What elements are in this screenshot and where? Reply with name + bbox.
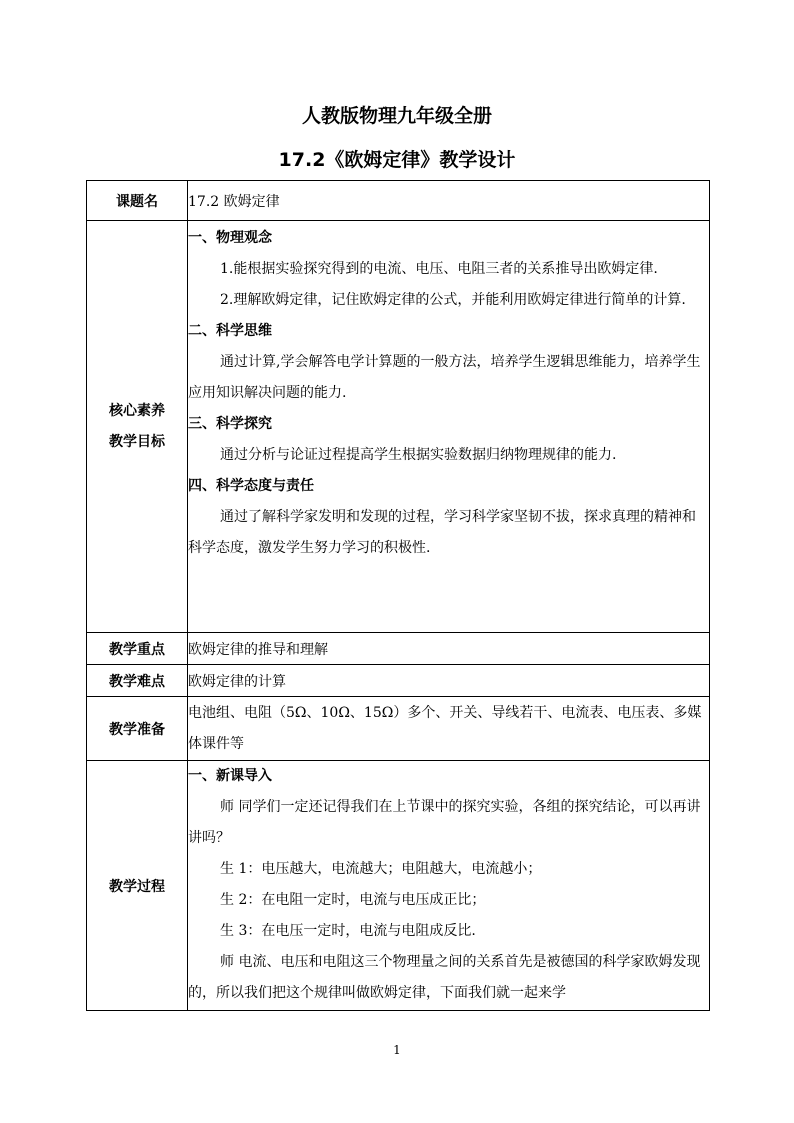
lesson-title: 17.2《欧姆定律》教学设计 xyxy=(278,149,516,171)
difficulty-label: 教学难点 xyxy=(87,665,188,697)
topic-value: 17.2 欧姆定律 xyxy=(188,181,710,221)
goals-heading-4: 四、科学态度与责任 xyxy=(188,478,314,494)
topic-label: 课题名 xyxy=(87,181,188,221)
process-paragraph-4: 生 3：在电压一定时，电流与电阻成反比. xyxy=(220,923,476,939)
goals-heading-1: 一、物理观念 xyxy=(188,230,272,246)
row-preparation xyxy=(87,697,710,761)
process-label: 教学过程 xyxy=(87,761,188,1011)
process-paragraph-3: 生 2：在电阻一定时，电流与电压成正比； xyxy=(220,892,486,908)
preparation-label: 教学准备 xyxy=(87,697,188,761)
key-points-value: 欧姆定律的推导和理解 xyxy=(188,633,710,665)
goals-paragraph-4: 通过分析与论证过程提高学生根据实验数据归纳物理规律的能力. xyxy=(220,447,617,463)
goals-heading-3: 三、科学探究 xyxy=(188,416,272,432)
goals-paragraph-3: 通过计算,学会解答电学计算题的一般方法，培养学生逻辑思维能力，培养学生应用知识解决问题的能力. xyxy=(188,354,701,401)
row-difficulty xyxy=(87,665,710,697)
goals-content xyxy=(188,221,710,633)
process-content xyxy=(188,761,710,1011)
goals-label-line1: 核心素养 xyxy=(109,402,165,419)
row-topic xyxy=(87,181,710,221)
row-goals xyxy=(87,221,710,633)
document-title: 人教版物理九年级全册 xyxy=(301,105,492,127)
preparation-value: 电池组、电阻（5Ω、10Ω、15Ω）多个、开关、导线若干、电流表、电压表、多媒体课件等 xyxy=(188,697,710,761)
goals-label xyxy=(87,221,188,633)
process-heading-1: 一、新课导入 xyxy=(188,768,272,784)
process-paragraph-1: 师 同学们一定还记得我们在上节课中的探究实验，各组的探究结论，可以再讲讲吗？ xyxy=(188,799,701,846)
goals-heading-2: 二、科学思维 xyxy=(188,323,272,339)
process-paragraph-2: 生 1：电压越大，电流越大；电阻越大，电流越小； xyxy=(220,861,542,877)
row-key-points xyxy=(87,633,710,665)
row-process xyxy=(87,761,710,1011)
goals-paragraph-5: 通过了解科学家发明和发现的过程，学习科学家坚韧不拔，探求真理的精神和科学态度，激发学生努力学习的积极性. xyxy=(188,509,696,556)
difficulty-value: 欧姆定律的计算 xyxy=(188,665,710,697)
goals-paragraph-1: 1.能根据实验探究得到的电流、电压、电阻三者的关系推导出欧姆定律. xyxy=(220,261,658,277)
process-paragraph-5: 师 电流、电压和电阻这三个物理量之间的关系首先是被德国的科学家欧姆发现的，所以我们把这个规律叫做欧姆定律，下面我们就一起来学 xyxy=(188,954,701,1001)
goals-paragraph-2: 2.理解欧姆定律，记住欧姆定律的公式，并能利用欧姆定律进行简单的计算. xyxy=(220,292,686,308)
page-number: 1 xyxy=(393,1043,401,1057)
lesson-plan-table xyxy=(86,180,710,1011)
key-points-label: 教学重点 xyxy=(87,633,188,665)
goals-label-line2: 教学目标 xyxy=(109,433,165,450)
